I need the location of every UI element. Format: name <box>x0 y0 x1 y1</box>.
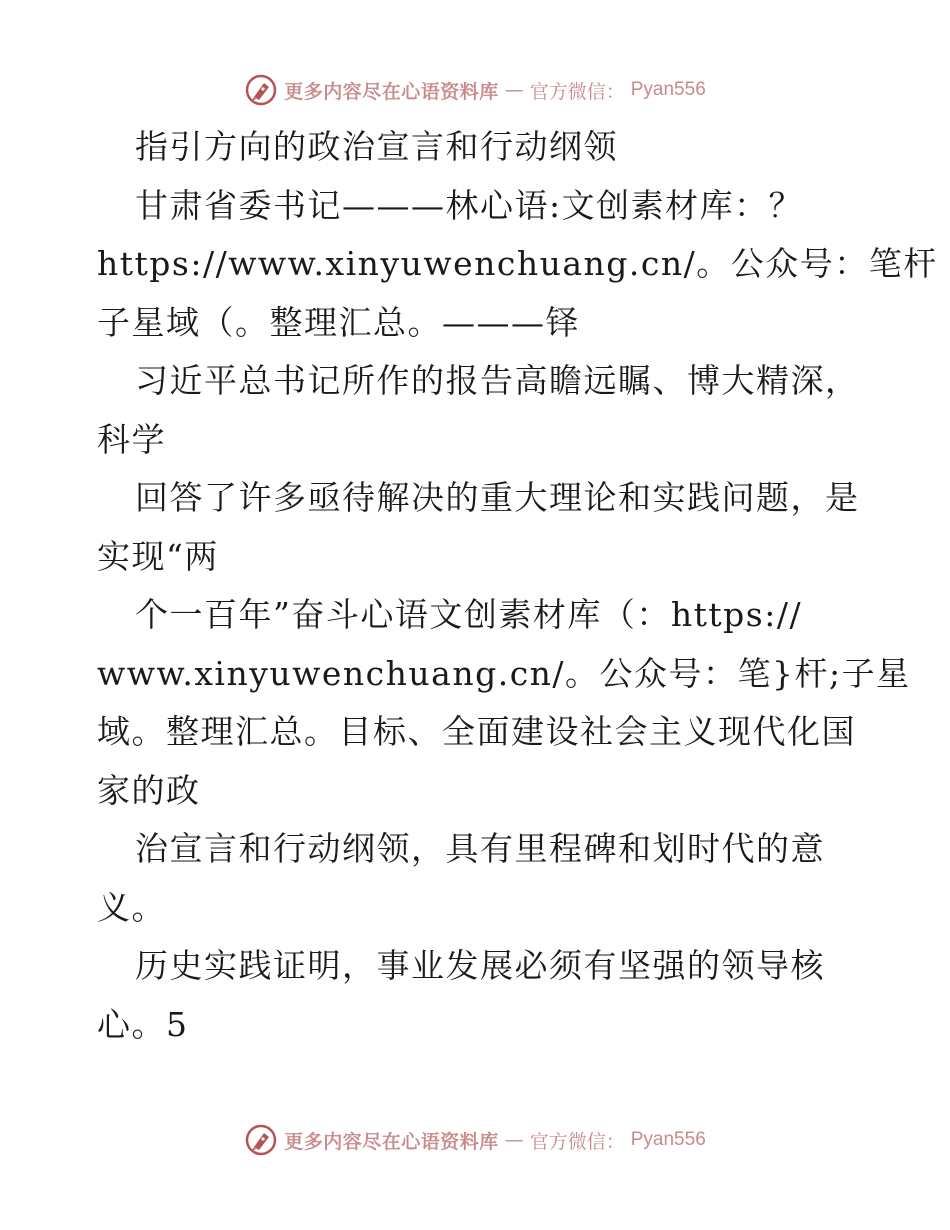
header-banner <box>0 70 950 110</box>
text-line: 子星域（。整理汇总。———铎 <box>97 302 580 342</box>
text-line: 域。整理汇总。目标、全面建设社会主义现代化国 <box>97 712 856 751</box>
text-line: 科学 <box>97 419 166 459</box>
text-line: 指引方向的政治宣言和行动纲领 <box>135 127 618 166</box>
text-line: 义。 <box>97 887 166 927</box>
text-line: 习近平总书记所作的报告高瞻远瞩、博大精深， <box>135 361 860 400</box>
text-line: 治宣言和行动纲领，具有里程碑和划时代的意 <box>135 829 825 868</box>
text-line: 实现“两 <box>97 536 219 576</box>
document-body <box>97 118 938 1054</box>
text-line: 心。5 <box>97 1004 189 1044</box>
text-line: https://www.xinyuwenchuang.cn/。公众号：笔杆 <box>97 244 938 283</box>
text-line: 家的政 <box>97 770 201 810</box>
banner-official-label: 官方微信： <box>529 1130 625 1153</box>
pen-nib-logo-icon <box>244 73 278 107</box>
banner-separator: — <box>504 79 524 101</box>
footer-banner <box>0 1120 950 1160</box>
text-line: 个一百年”奋斗心语文创素材库（：https:// <box>135 595 803 634</box>
banner-brand-text: 更多内容尽在心语资料库 <box>284 1130 499 1153</box>
text-line: 回答了许多亟待解决的重大理论和实践问题，是 <box>135 478 860 517</box>
pen-nib-logo-icon <box>244 1123 278 1157</box>
text-line: 历史实践证明，事业发展必须有坚强的领导核 <box>135 946 825 985</box>
banner-wechat-id: Pyan556 <box>630 79 706 100</box>
banner-brand-text: 更多内容尽在心语资料库 <box>284 80 499 103</box>
text-line: www.xinyuwenchuang.cn/。公众号：笔}杆;子星 <box>97 653 911 693</box>
banner-separator: — <box>504 1129 524 1151</box>
banner-official-label: 官方微信： <box>529 80 625 103</box>
banner-wechat-id: Pyan556 <box>630 1129 706 1150</box>
text-line: 甘肃省委书记———林心语:文创素材库：？ <box>135 185 804 225</box>
